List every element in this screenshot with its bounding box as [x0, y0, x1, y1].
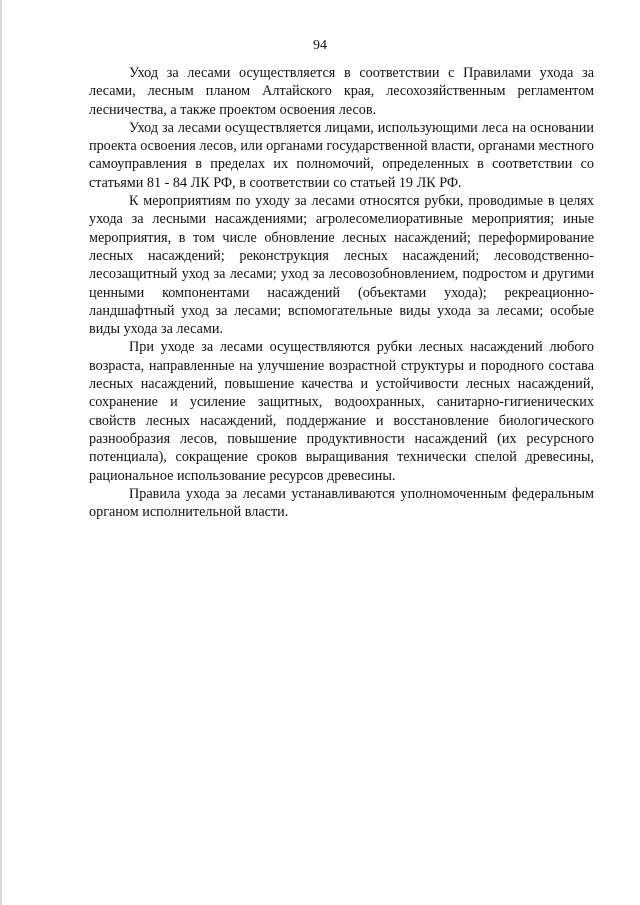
paragraph-forest-care-measures: К мероприятиям по уходу за лесами относятся рубки, проводимые в целях ухода за лесными насаждениями; агролесомелиоративные мероприятия; иные мероприятия, в том числе обновление лесных насаждений; переформирование лесных насаждений; реконструкция лесных насаждений; лесоводственно-лесозащитный уход за лесами; уход за лесовозобновлением, подростом и другими ценными компонентами насаждений (объектами ухода); рекреационно-ландшафтный уход за лесами; вспомогательные виды ухода за лесами; особые виды ухода за лесами. — [89, 193, 594, 338]
page-edge — [0, 0, 2, 905]
page-number: 94 — [313, 38, 327, 53]
paragraph-forest-care-basis: Уход за лесами осуществляется в соответствии с Правилами ухода за лесами, лесным планом Алтайского края, лесохозяйственным регламентом лесничества, а также проектом освоения лесов. — [89, 65, 594, 118]
paragraph-forest-care-rules: Правила ухода за лесами устанавливаются уполномоченным федеральным органом исполнительной власти. — [89, 485, 594, 521]
document-body — [89, 64, 594, 521]
paragraph-forest-care-fellings: При уходе за лесами осуществляются рубки лесных насаждений любого возраста, направленные на улучшение возрастной структуры и породного состава лесных насаждений, повышение качества и устойчивости лесных насаждений, сохранение и усиление защитных, водоохранных, санитарно-гигиенических свойств лесных насаждений, поддержание и восстановление биологического разнообразия лесов, повышение продуктивности насаждений (их ресурсного потенциала), сокращение сроков выращивания технически спелой древесины, рациональное использование ресурсов древесины. — [89, 339, 594, 484]
paragraph-forest-care-performers: Уход за лесами осуществляется лицами, использующими леса на основании проекта освоения лесов, или органами государственной власти, органами местного самоуправления в пределах их полномочий, определенных в соответствии со статьями 81 - 84 ЛК РФ, в соответствии со статьей 19 ЛК РФ. — [89, 119, 594, 191]
